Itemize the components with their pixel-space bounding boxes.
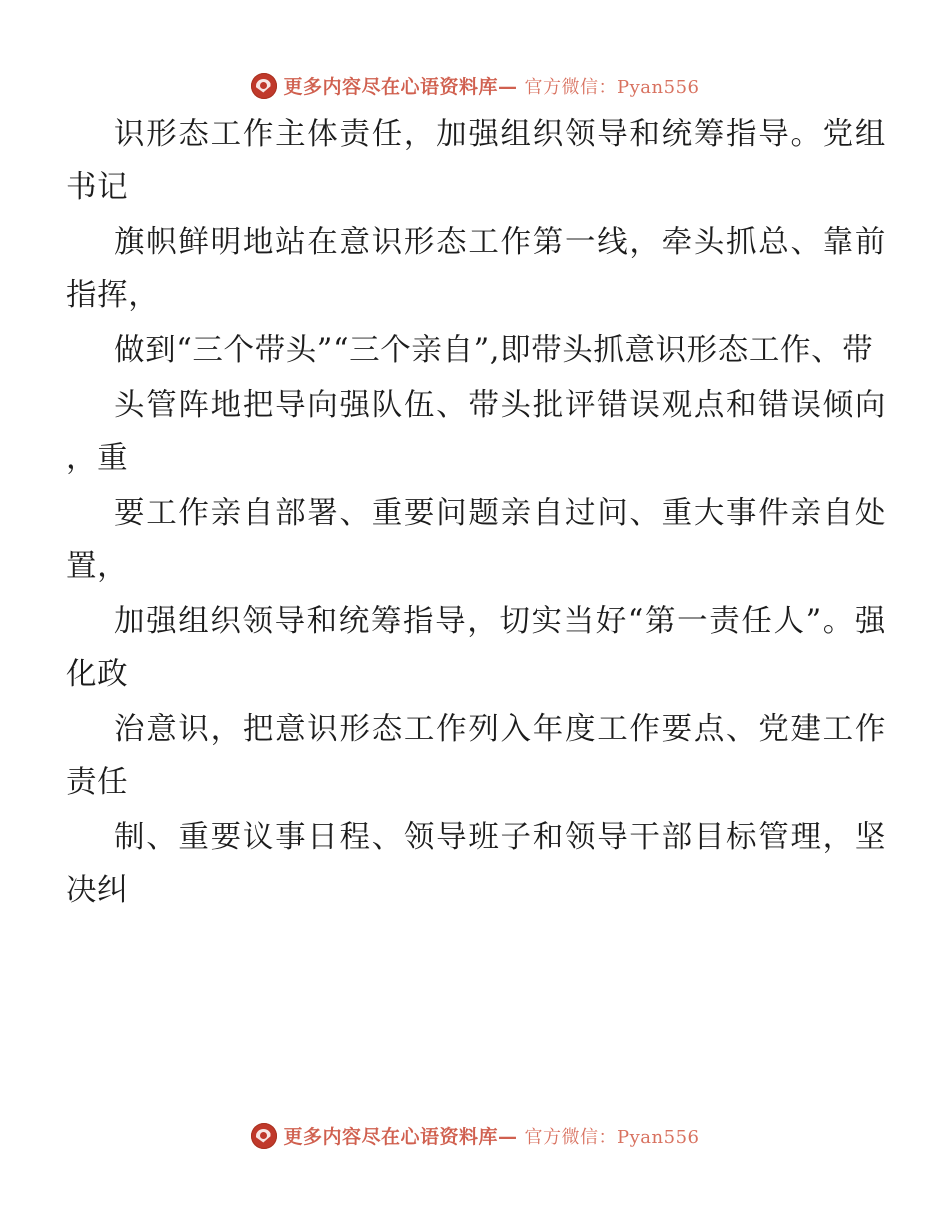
document-body	[66, 108, 886, 919]
paragraph: 加强组织领导和统筹指导，切实当好“第一责任人”。强化政	[66, 604, 886, 692]
paragraph: 要工作亲自部署、重要问题亲自过问、重大事件亲自处置，	[66, 496, 886, 584]
paragraph: 头管阵地把导向强队伍、带头批评错误观点和错误倾向 ，重	[66, 388, 886, 476]
watermark-top-main-text: 更多内容尽在心语资料库—	[283, 76, 518, 98]
circular-seal-icon	[251, 1123, 277, 1149]
watermark-bottom-main-text: 更多内容尽在心语资料库—	[283, 1126, 518, 1148]
paragraph: 制、重要议事日程、领导班子和领导干部目标管理，坚决纠	[66, 820, 886, 908]
watermark-bottom-sub-text: 官方微信：Pyan556	[524, 1126, 700, 1148]
circular-seal-icon	[251, 73, 277, 99]
paragraph: 旗帜鲜明地站在意识形态工作第一线，牵头抓总、靠前指挥，	[66, 225, 886, 313]
watermark-top	[0, 72, 950, 99]
paragraph: 治意识，把意识形态工作列入年度工作要点、党建工作责任	[66, 712, 886, 800]
paragraph: 识形态工作主体责任，加强组织领导和统筹指导。党组 书记	[66, 117, 886, 205]
watermark-top-sub-text: 官方微信：Pyan556	[524, 76, 700, 98]
watermark-bottom	[0, 1122, 950, 1149]
paragraph: 做到“三个带头”“三个亲自”,即带头抓意识形态工作、带	[114, 333, 874, 368]
